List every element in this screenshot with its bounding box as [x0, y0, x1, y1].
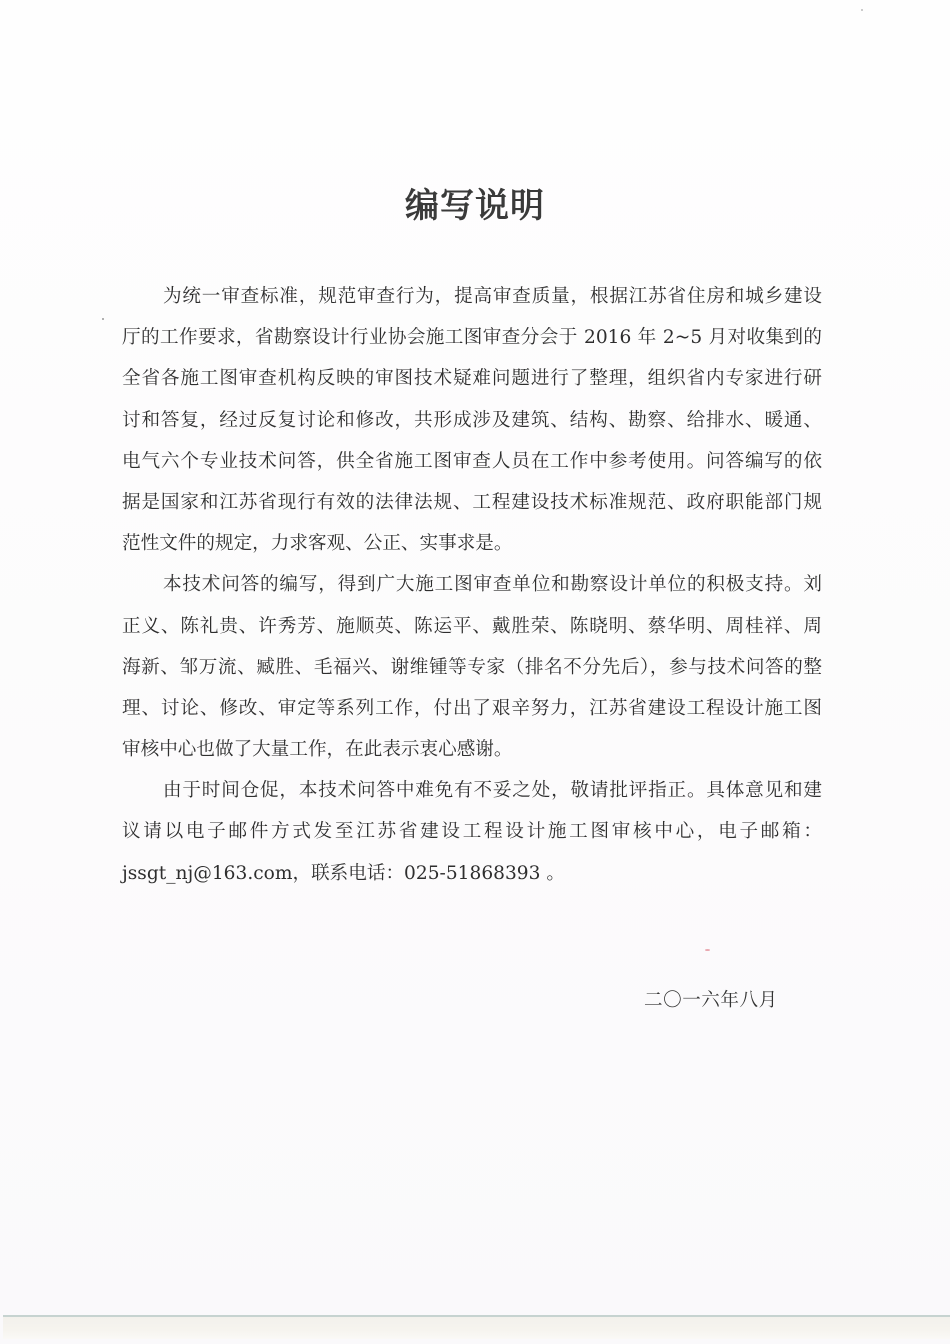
text-line: 全省各施工图审查机构反映的审图技术疑难问题进行了整理，组织省内专家进行研: [122, 368, 822, 390]
text-line: 电气六个专业技术问答，供全省施工图审查人员在工作中参考使用。问答编写的依: [122, 450, 822, 472]
text-line: 据是国家和江苏省现行有效的法律法规、工程建设技术标准规范、政府职能部门规: [122, 491, 822, 513]
text-line: 审核中心也做了大量工作，在此表示衷心感谢。: [122, 739, 513, 761]
document-title: 编写说明: [405, 186, 545, 226]
document-body: [122, 282, 822, 900]
text-line: 为统一审查标准，规范审查行为，提高审查质量，根据江苏省住房和城乡建设: [163, 286, 822, 307]
scan-edge-band: [3, 1317, 950, 1339]
text-line: 议请以电子邮件方式发至江苏省建设工程设计施工图审核中心，电子邮箱：: [122, 821, 822, 843]
text-line: 海新、邹万流、臧胜、毛福兴、谢维锺等专家（排名不分先后），参与技术问答的整: [122, 656, 822, 678]
text-line: 本技术问答的编写，得到广大施工图审查单位和勘察设计单位的积极支持。刘: [163, 574, 822, 596]
text-line: 范性文件的规定，力求客观、公正、实事求是。: [122, 533, 513, 555]
scan-speck: [705, 949, 710, 951]
paragraph-purpose: [122, 282, 822, 570]
paragraph-feedback-contact: [122, 776, 822, 900]
text-line: 正义、陈礼贵、许秀芳、施顺英、陈运平、戴胜荣、陈晓明、蔡华明、周桂祥、周: [122, 615, 822, 637]
scan-speck: [861, 9, 863, 11]
document-date: 二〇一六年八月: [644, 990, 778, 1011]
text-line: 讨和答复，经过反复讨论和修改，共形成涉及建筑、结构、勘察、给排水、暖通、: [122, 409, 822, 431]
scan-speck: [102, 318, 104, 320]
paragraph-acknowledgements: [122, 570, 822, 776]
contact-line: jssgt_nj@163.com，联系电话：025-51868393 。: [122, 862, 565, 884]
text-line: 由于时间仓促，本技术问答中难免有不妥之处，敬请批评指正。具体意见和建: [163, 780, 822, 802]
text-line: 理、讨论、修改、审定等系列工作，付出了艰辛努力，江苏省建设工程设计施工图: [122, 697, 822, 719]
text-line: 厅的工作要求，省勘察设计行业协会施工图审查分会于 2016 年 2~5 月对收集到的: [122, 327, 822, 349]
